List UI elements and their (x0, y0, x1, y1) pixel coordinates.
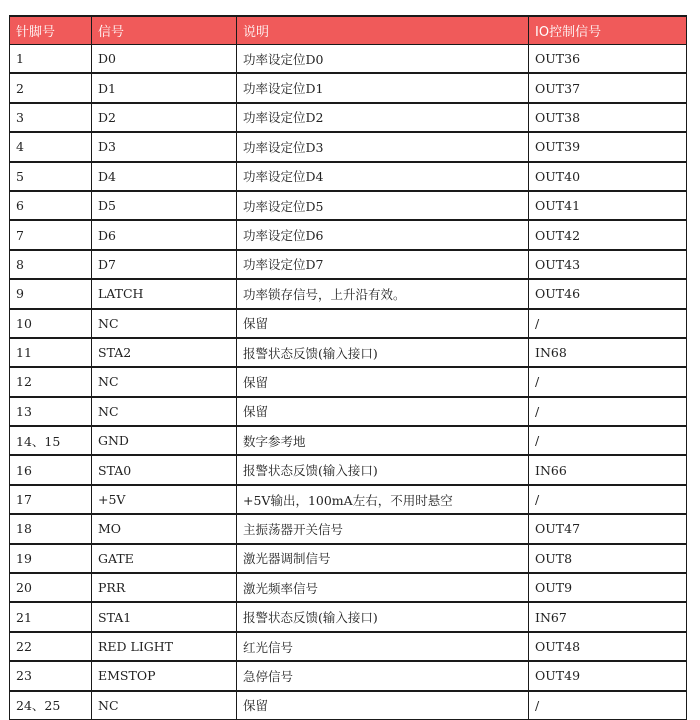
pin-definition-table (9, 15, 687, 720)
table-row (10, 162, 687, 191)
io-signal-cell: / (529, 691, 687, 720)
pin-number-cell: 23 (10, 661, 92, 690)
column-header-io-control-signal: IO控制信号 (529, 16, 687, 45)
io-signal-cell: OUT8 (529, 544, 687, 573)
table-row (10, 485, 687, 514)
signal-cell: D5 (92, 191, 237, 220)
io-signal-cell: / (529, 397, 687, 426)
description-cell: 激光器调制信号 (237, 544, 529, 573)
pin-number-cell: 13 (10, 397, 92, 426)
pin-number-cell: 20 (10, 573, 92, 602)
table-row (10, 367, 687, 396)
io-signal-cell: OUT39 (529, 132, 687, 161)
signal-cell: GND (92, 426, 237, 455)
signal-cell: D6 (92, 220, 237, 249)
description-cell: 功率设定位D3 (237, 132, 529, 161)
signal-cell: D2 (92, 103, 237, 132)
signal-cell: PRR (92, 573, 237, 602)
io-signal-cell: IN67 (529, 602, 687, 631)
pin-number-cell: 8 (10, 250, 92, 279)
table-row (10, 426, 687, 455)
description-cell: 保留 (237, 367, 529, 396)
signal-cell: STA2 (92, 338, 237, 367)
description-cell: 功率设定位D7 (237, 250, 529, 279)
description-cell: +5V输出，100mA左右，不用时悬空 (237, 485, 529, 514)
table-row (10, 514, 687, 543)
table-row (10, 397, 687, 426)
table-row (10, 544, 687, 573)
description-cell: 保留 (237, 691, 529, 720)
pin-number-cell: 14、15 (10, 426, 92, 455)
table-row (10, 250, 687, 279)
table-header (10, 16, 687, 45)
pin-number-cell: 12 (10, 367, 92, 396)
signal-cell: STA0 (92, 455, 237, 484)
description-cell: 功率锁存信号，上升沿有效。 (237, 279, 529, 308)
io-signal-cell: OUT46 (529, 279, 687, 308)
signal-cell: NC (92, 397, 237, 426)
io-signal-cell: / (529, 309, 687, 338)
signal-cell: EMSTOP (92, 661, 237, 690)
pin-number-cell: 9 (10, 279, 92, 308)
io-signal-cell: / (529, 485, 687, 514)
io-signal-cell: OUT49 (529, 661, 687, 690)
pin-number-cell: 17 (10, 485, 92, 514)
table-row (10, 632, 687, 661)
pin-number-cell: 19 (10, 544, 92, 573)
pin-number-cell: 3 (10, 103, 92, 132)
column-header-description: 说明 (237, 16, 529, 45)
signal-cell: RED LIGHT (92, 632, 237, 661)
signal-cell: +5V (92, 485, 237, 514)
signal-cell: D1 (92, 73, 237, 102)
pin-number-cell: 6 (10, 191, 92, 220)
signal-cell: D7 (92, 250, 237, 279)
pin-number-cell: 10 (10, 309, 92, 338)
description-cell: 报警状态反馈(输入接口) (237, 455, 529, 484)
table-row (10, 279, 687, 308)
signal-cell: LATCH (92, 279, 237, 308)
io-signal-cell: OUT43 (529, 250, 687, 279)
pin-number-cell: 5 (10, 162, 92, 191)
signal-cell: NC (92, 309, 237, 338)
description-cell: 功率设定位D5 (237, 191, 529, 220)
pin-number-cell: 16 (10, 455, 92, 484)
table-row (10, 691, 687, 720)
signal-cell: NC (92, 367, 237, 396)
pin-number-cell: 4 (10, 132, 92, 161)
io-signal-cell: OUT48 (529, 632, 687, 661)
io-signal-cell: OUT41 (529, 191, 687, 220)
io-signal-cell: OUT9 (529, 573, 687, 602)
description-cell: 报警状态反馈(输入接口) (237, 338, 529, 367)
table-row (10, 45, 687, 74)
description-cell: 功率设定位D1 (237, 73, 529, 102)
table-row (10, 220, 687, 249)
io-signal-cell: OUT36 (529, 45, 687, 74)
table-row (10, 132, 687, 161)
io-signal-cell: OUT38 (529, 103, 687, 132)
table-row (10, 73, 687, 102)
description-cell: 保留 (237, 397, 529, 426)
description-cell: 红光信号 (237, 632, 529, 661)
signal-cell: MO (92, 514, 237, 543)
io-signal-cell: IN66 (529, 455, 687, 484)
pin-table-container (9, 15, 687, 720)
io-signal-cell: / (529, 367, 687, 396)
column-header-signal: 信号 (92, 16, 237, 45)
io-signal-cell: IN68 (529, 338, 687, 367)
table-row (10, 573, 687, 602)
pin-number-cell: 11 (10, 338, 92, 367)
io-signal-cell: OUT40 (529, 162, 687, 191)
table-body (10, 45, 687, 720)
pin-number-cell: 1 (10, 45, 92, 74)
description-cell: 功率设定位D6 (237, 220, 529, 249)
table-row (10, 191, 687, 220)
pin-number-cell: 21 (10, 602, 92, 631)
description-cell: 功率设定位D2 (237, 103, 529, 132)
signal-cell: NC (92, 691, 237, 720)
description-cell: 激光频率信号 (237, 573, 529, 602)
table-row (10, 455, 687, 484)
io-signal-cell: OUT37 (529, 73, 687, 102)
description-cell: 保留 (237, 309, 529, 338)
io-signal-cell: OUT42 (529, 220, 687, 249)
signal-cell: D4 (92, 162, 237, 191)
description-cell: 数字参考地 (237, 426, 529, 455)
pin-number-cell: 7 (10, 220, 92, 249)
pin-number-cell: 24、25 (10, 691, 92, 720)
signal-cell: STA1 (92, 602, 237, 631)
table-row (10, 338, 687, 367)
table-row (10, 661, 687, 690)
signal-cell: D0 (92, 45, 237, 74)
signal-cell: D3 (92, 132, 237, 161)
table-row (10, 309, 687, 338)
table-row (10, 602, 687, 631)
pin-number-cell: 2 (10, 73, 92, 102)
description-cell: 急停信号 (237, 661, 529, 690)
description-cell: 主振荡器开关信号 (237, 514, 529, 543)
table-row (10, 103, 687, 132)
description-cell: 功率设定位D4 (237, 162, 529, 191)
pin-number-cell: 18 (10, 514, 92, 543)
pin-number-cell: 22 (10, 632, 92, 661)
signal-cell: GATE (92, 544, 237, 573)
column-header-pin-number: 针脚号 (10, 16, 92, 45)
io-signal-cell: / (529, 426, 687, 455)
description-cell: 功率设定位D0 (237, 45, 529, 74)
io-signal-cell: OUT47 (529, 514, 687, 543)
header-row (10, 16, 687, 45)
description-cell: 报警状态反馈(输入接口) (237, 602, 529, 631)
